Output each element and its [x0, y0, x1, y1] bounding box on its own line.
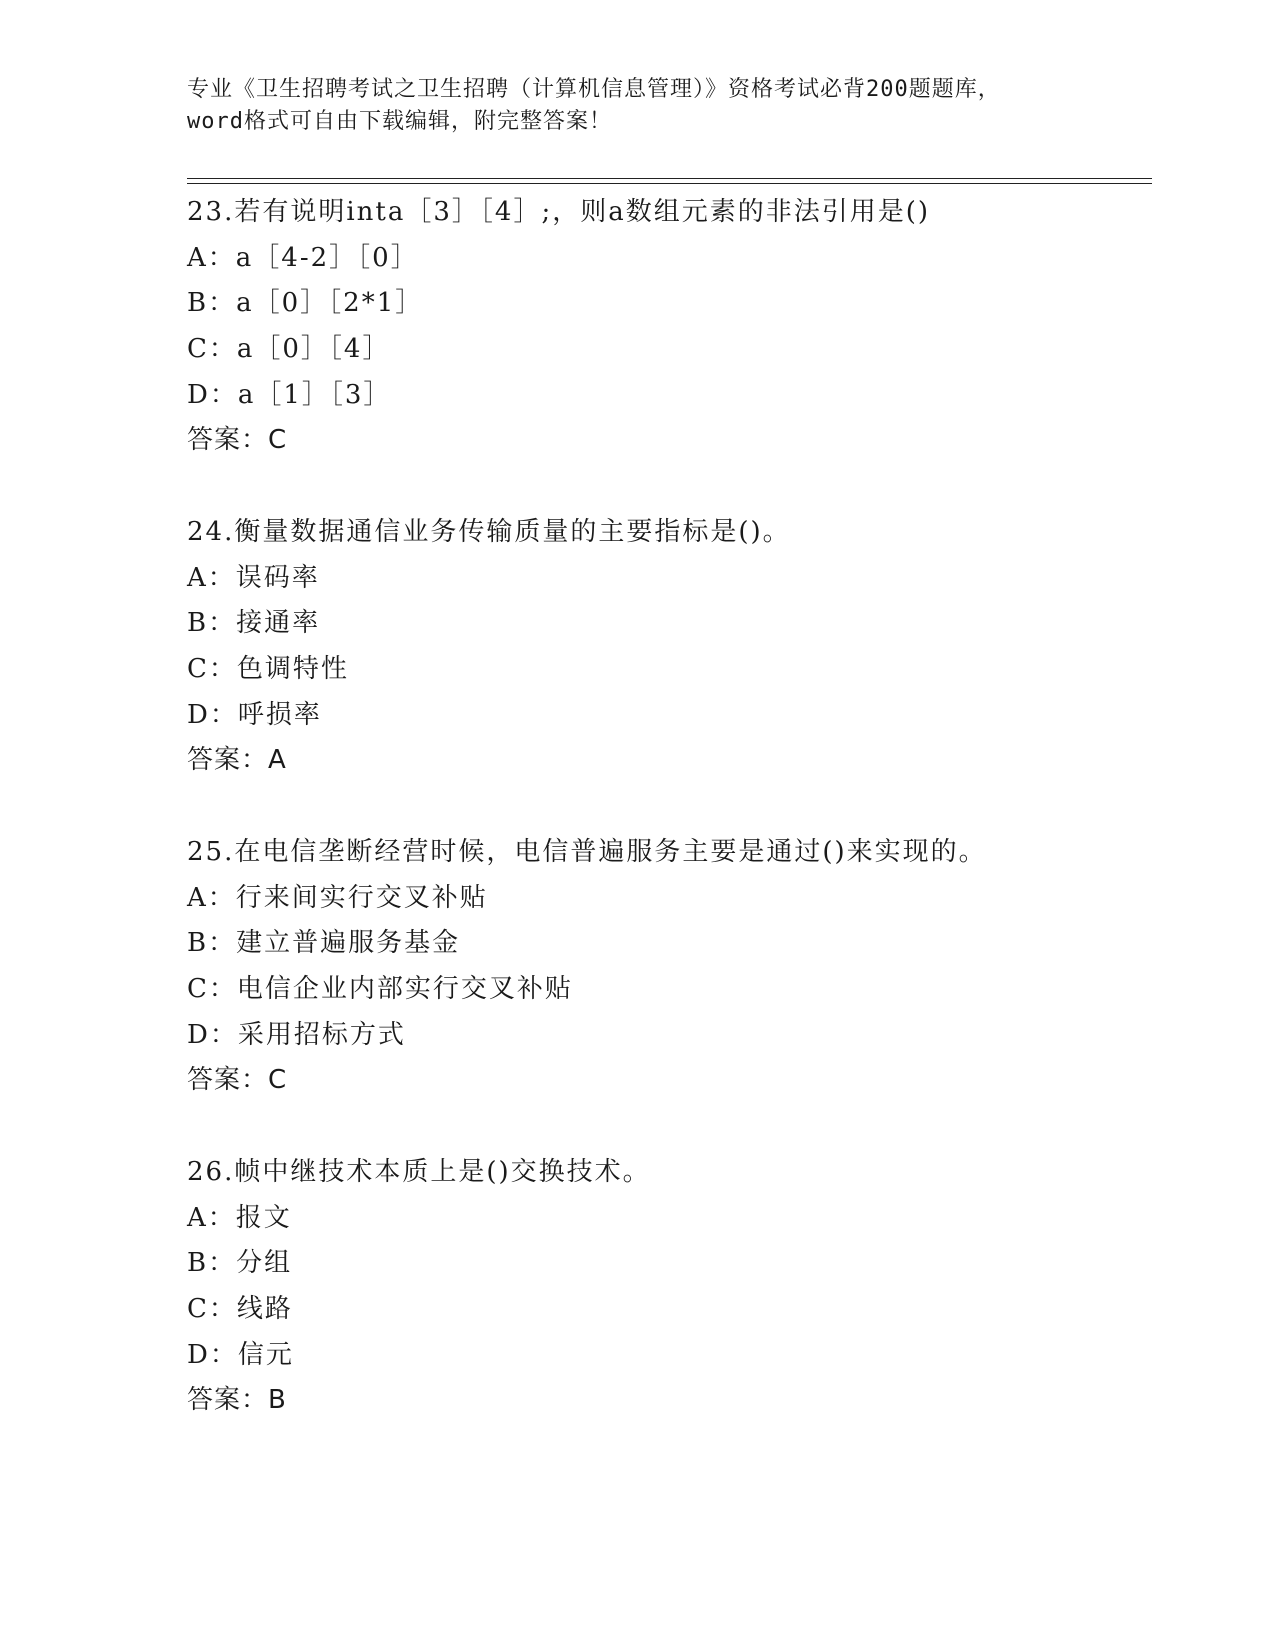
header-line-1: 专业《卫生招聘考试之卫生招聘（计算机信息管理）》资格考试必背200题题库，	[187, 77, 1001, 102]
option-b: B：接通率	[187, 608, 321, 639]
question-stem: 23.若有说明inta［3］［4］;，则a数组元素的非法引用是()	[187, 197, 930, 227]
option-c: C：a［0］［4］	[187, 334, 391, 365]
question-23	[187, 190, 1167, 510]
question-stem: 26.帧中继技术本质上是()交换技术。	[187, 1157, 651, 1187]
option-b: B：建立普遍服务基金	[187, 928, 461, 959]
question-26	[187, 1150, 1167, 1470]
question-stem: 24.衡量数据通信业务传输质量的主要指标是()。	[187, 517, 791, 547]
option-c: C：线路	[187, 1294, 293, 1325]
question-list	[187, 190, 1167, 1470]
answer: 答案：C	[187, 1065, 288, 1096]
option-b: B：a［0］［2*1］	[187, 288, 424, 319]
answer: 答案：B	[187, 1385, 287, 1416]
option-b: B：分组	[187, 1248, 293, 1279]
option-d: D：采用招标方式	[187, 1019, 406, 1050]
option-a: A：报文	[187, 1202, 292, 1233]
option-d: D：呼损率	[187, 699, 322, 730]
document-header	[187, 74, 1087, 138]
header-divider-top	[187, 178, 1152, 179]
option-c: C：电信企业内部实行交叉补贴	[187, 974, 573, 1005]
option-a: A：误码率	[187, 562, 320, 593]
option-a: A：行来间实行交叉补贴	[187, 882, 488, 913]
option-d: D：信元	[187, 1339, 294, 1370]
question-24	[187, 510, 1167, 830]
header-divider-bottom	[187, 183, 1152, 184]
option-a: A：a［4-2］［0］	[187, 242, 419, 273]
option-d: D：a［1］［3］	[187, 379, 392, 410]
header-line-2: word格式可自由下载编辑，附完整答案！	[187, 109, 612, 134]
option-c: C：色调特性	[187, 654, 349, 685]
question-stem: 25.在电信垄断经营时候，电信普遍服务主要是通过()来实现的。	[187, 837, 987, 867]
answer: 答案：A	[187, 745, 287, 776]
question-25	[187, 830, 1167, 1150]
answer: 答案：C	[187, 425, 288, 456]
